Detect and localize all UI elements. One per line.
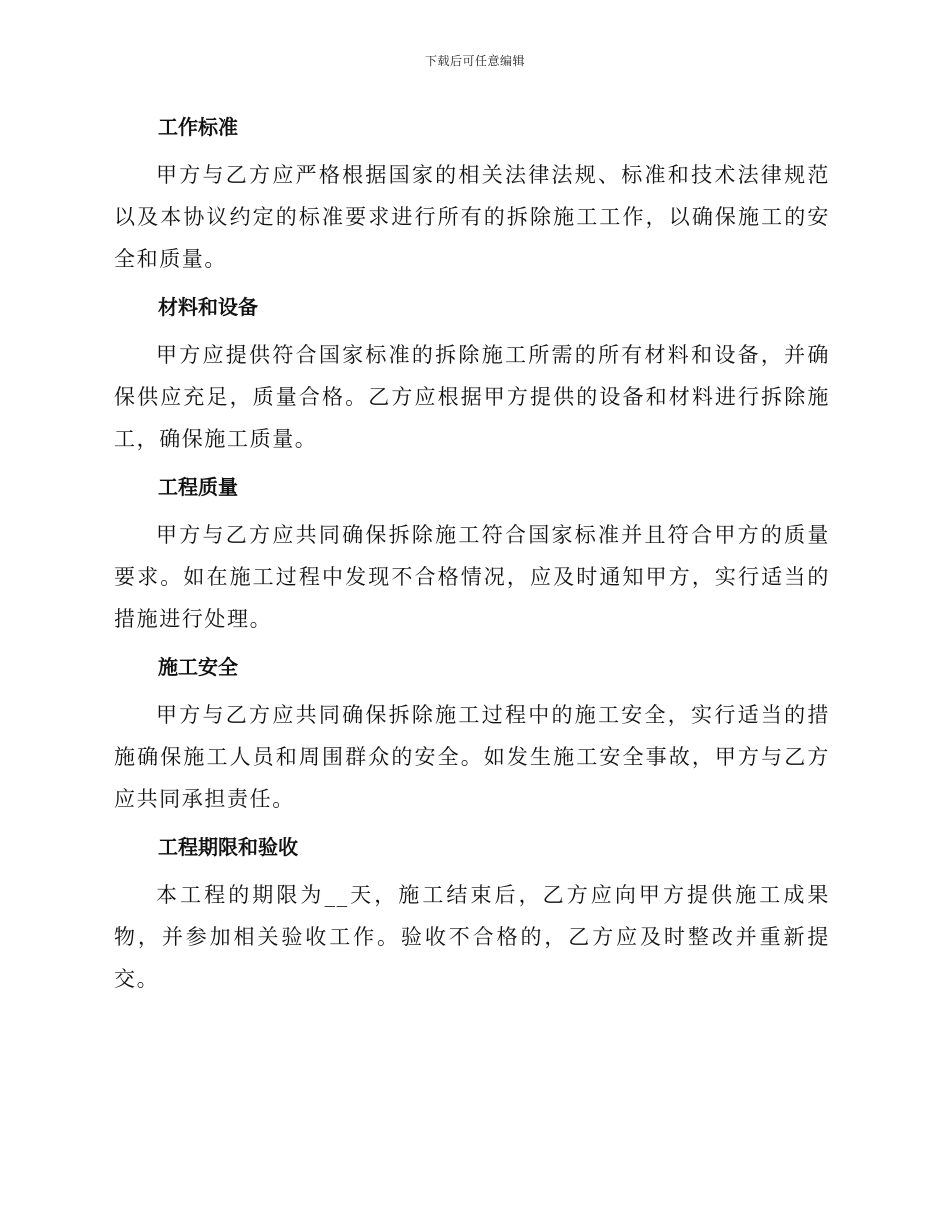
section-engineering-quality bbox=[114, 472, 830, 640]
section-heading: 工作标准 bbox=[158, 115, 238, 139]
document-content bbox=[114, 112, 830, 1000]
section-schedule-acceptance bbox=[114, 832, 830, 1000]
section-body: 甲方应提供符合国家标准的拆除施工所需的所有材料和设备，并确保供应充足，质量合格。乙方应根据甲方提供的设备和材料进行拆除施工，确保施工质量。 bbox=[114, 343, 830, 451]
section-heading: 工程期限和验收 bbox=[158, 835, 298, 859]
section-materials-equipment bbox=[114, 292, 830, 460]
section-construction-safety bbox=[114, 652, 830, 820]
section-body: 本工程的期限为__天，施工结束后，乙方应向甲方提供施工成果物，并参加相关验收工作。验收不合格的，乙方应及时整改并重新提交。 bbox=[114, 883, 830, 991]
section-heading: 工程质量 bbox=[158, 475, 238, 499]
section-heading: 施工安全 bbox=[158, 655, 238, 679]
section-heading: 材料和设备 bbox=[158, 295, 258, 319]
section-body: 甲方与乙方应共同确保拆除施工符合国家标准并且符合甲方的质量要求。如在施工过程中发现不合格情况，应及时通知甲方，实行适当的措施进行处理。 bbox=[114, 523, 830, 631]
section-body: 甲方与乙方应严格根据国家的相关法律法规、标准和技术法律规范以及本协议约定的标准要求进行所有的拆除施工工作，以确保施工的安全和质量。 bbox=[114, 163, 830, 271]
header-note: 下载后可任意编辑 bbox=[424, 54, 525, 68]
section-body: 甲方与乙方应共同确保拆除施工过程中的施工安全，实行适当的措施确保施工人员和周围群众的安全。如发生施工安全事故，甲方与乙方应共同承担责任。 bbox=[114, 703, 830, 811]
section-work-standard bbox=[114, 112, 830, 280]
